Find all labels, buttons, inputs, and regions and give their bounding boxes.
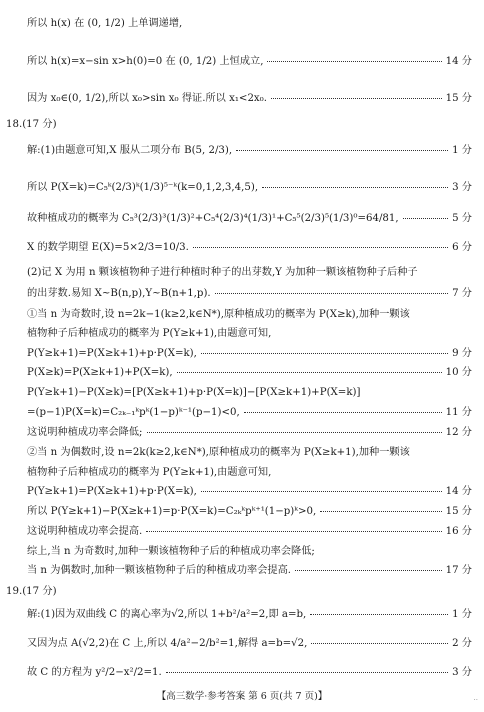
leader-dots xyxy=(146,531,442,532)
score-label: 1 分 xyxy=(452,145,472,156)
page-footer: 【高三数学·参考答案 第 6 页(共 7 页)】 xyxy=(156,691,328,702)
answer-line xyxy=(0,305,484,325)
corner-mark: .. xyxy=(473,694,478,702)
answer-line xyxy=(0,482,484,502)
leader-dots xyxy=(311,643,448,644)
score-label: 14 分 xyxy=(445,486,472,497)
leader-dots xyxy=(310,614,448,615)
score-label: 5 分 xyxy=(452,213,472,224)
answer-line xyxy=(0,238,484,258)
score-label: 1 分 xyxy=(452,609,472,620)
answer-line-text: P(Y≥k+1)=P(X≥k+1)+p·P(X=k), xyxy=(27,486,197,497)
answer-line-text: 19.(17 分) xyxy=(6,586,57,597)
answer-line xyxy=(0,463,484,483)
score-label: 2 分 xyxy=(452,638,472,649)
leader-dots xyxy=(201,491,442,492)
answer-line-text: 植物种子后种植成功的概率为 P(Y≥k+1),由题意可知, xyxy=(27,467,272,478)
answer-line-text: 所以 P(Y≥k+1)−P(X≥k+1)=p·P(X=k)=C₂ₖᵏpᵏ⁺¹(1−p)ᵏ>0, xyxy=(27,506,317,517)
answer-line-text: 因为 x₀∈(0, 1/2),所以 x₀>sin x₀ 得证.所以 x₁<2x₀. xyxy=(27,93,267,104)
answer-line xyxy=(0,178,484,198)
answer-line-text: P(X≥k)=P(X≥k+1)+P(X=k), xyxy=(27,367,173,378)
score-label: 9 分 xyxy=(452,348,472,359)
answer-line-text: P(Y≥k+1)=P(X≥k+1)+p·P(X=k), xyxy=(27,348,197,359)
score-label: 16 分 xyxy=(445,526,472,537)
answer-line xyxy=(0,605,484,625)
answer-line-text: 故 C 的方程为 y²/2−x²/2=1. xyxy=(27,667,162,678)
answer-line-text: 植物种子后种植成功的概率为 P(Y≥k+1),由题意可知, xyxy=(27,328,272,339)
answer-line-text: 所以 h(x) 在 (0, 1/2) 上单调递增, xyxy=(27,18,183,29)
answer-line-text: 综上,当 n 为奇数时,加种一颗该植物种子后的种植成功率会降低; xyxy=(27,546,315,557)
answer-line xyxy=(0,209,484,229)
answer-line xyxy=(0,561,484,581)
score-label: 6 分 xyxy=(452,242,472,253)
leader-dots xyxy=(236,150,448,151)
answer-line-text: 18.(17 分) xyxy=(6,119,57,130)
leader-dots xyxy=(166,672,448,673)
answer-line xyxy=(0,502,484,522)
answer-line xyxy=(0,52,484,72)
answer-line-text: 的出芽数.易知 X~B(n,p),Y~B(n+1,p). xyxy=(27,288,211,299)
answer-line-text: ①当 n 为奇数时,设 n=2k−1(k≥2,k∈N*),原种植成功的概率为 P(X≥k),加种一颗该 xyxy=(27,309,410,320)
leader-dots xyxy=(215,293,448,294)
answer-line xyxy=(0,324,484,344)
answer-line-text: 所以 h(x)=x−sin x>h(0)=0 在 (0, 1/2) 上恒成立, xyxy=(27,56,264,67)
answer-line xyxy=(0,443,484,463)
leader-dots xyxy=(403,218,448,219)
answer-line xyxy=(0,89,484,109)
score-label: 10 分 xyxy=(445,367,472,378)
score-label: 3 分 xyxy=(452,667,472,678)
leader-dots xyxy=(177,372,442,373)
score-label: 11 分 xyxy=(445,407,472,418)
answer-line xyxy=(0,344,484,364)
answer-line xyxy=(0,522,484,542)
leader-dots xyxy=(193,247,448,248)
answer-line-text: 解:(1)因为双曲线 C 的离心率为√2,所以 1+b²/a²=2,即 a=b, xyxy=(27,609,307,620)
answer-line xyxy=(0,403,484,423)
answer-line xyxy=(0,115,484,135)
answer-line-text: (2)记 X 为用 n 颗该植物种子进行种植时种子的出芽数,Y 为加种一颗该植物种子后种子 xyxy=(27,267,418,278)
answer-line-text: 这说明种植成功率会降低; xyxy=(27,427,143,438)
answer-line-text: 又因为点 A(√2,2)在 C 上,所以 4/a²−2/b²=1,解得 a=b=√2, xyxy=(27,638,308,649)
score-label: 15 分 xyxy=(445,506,472,517)
answer-line xyxy=(0,582,484,602)
answer-line xyxy=(0,423,484,443)
answer-line-text: =(p−1)P(X=k)=C₂ₖ₋₁ᵏpᵏ(1−p)ᵏ⁻¹(p−1)<0, xyxy=(27,407,240,418)
score-label: 14 分 xyxy=(445,56,472,67)
answer-line-text: 故种植成功的概率为 C₅³(2/3)³(1/3)²+C₅⁴(2/3)⁴(1/3)¹+C₅⁵(2/3)⁵(1/3)⁰=64/81, xyxy=(27,213,399,224)
answer-line xyxy=(0,634,484,654)
score-label: 17 分 xyxy=(445,565,472,576)
leader-dots xyxy=(295,570,442,571)
answer-line xyxy=(0,383,484,403)
score-label: 7 分 xyxy=(452,288,472,299)
answer-line-text: 这说明种植成功率会提高. xyxy=(27,526,143,537)
score-label: 12 分 xyxy=(445,427,472,438)
answer-line xyxy=(0,284,484,304)
answer-line xyxy=(0,14,484,34)
leader-dots xyxy=(320,511,442,512)
answer-line xyxy=(0,663,484,683)
answer-line-text: ②当 n 为偶数时,设 n=2k(k≥2,k∈N*),原种植成功的概率为 P(X≥k+1),加种一颗该 xyxy=(27,447,410,458)
answer-line-text: P(Y≥k+1)−P(X≥k)=[P(X≥k+1)+p·P(X=k)]−[P(X≥k+1)+P(X=k)] xyxy=(27,387,361,398)
leader-dots xyxy=(244,412,442,413)
leader-dots xyxy=(271,98,442,99)
score-label: 15 分 xyxy=(445,93,472,104)
leader-dots xyxy=(267,61,442,62)
answer-line xyxy=(0,263,484,283)
answer-line xyxy=(0,141,484,161)
leader-dots xyxy=(147,432,442,433)
answer-line xyxy=(0,542,484,562)
answer-line-text: X 的数学期望 E(X)=5×2/3=10/3. xyxy=(27,242,189,253)
answer-line-text: 所以 P(X=k)=C₅ᵏ(2/3)ᵏ(1/3)⁵⁻ᵏ(k=0,1,2,3,4,5), xyxy=(27,182,259,193)
answer-line xyxy=(0,363,484,383)
answer-line-text: 当 n 为偶数时,加种一颗该植物种子后的种植成功率会提高. xyxy=(27,565,292,576)
answer-line-text: 解:(1)由题意可知,X 服从二项分布 B(5, 2/3), xyxy=(27,145,233,156)
leader-dots xyxy=(201,353,448,354)
leader-dots xyxy=(262,187,448,188)
score-label: 3 分 xyxy=(452,182,472,193)
